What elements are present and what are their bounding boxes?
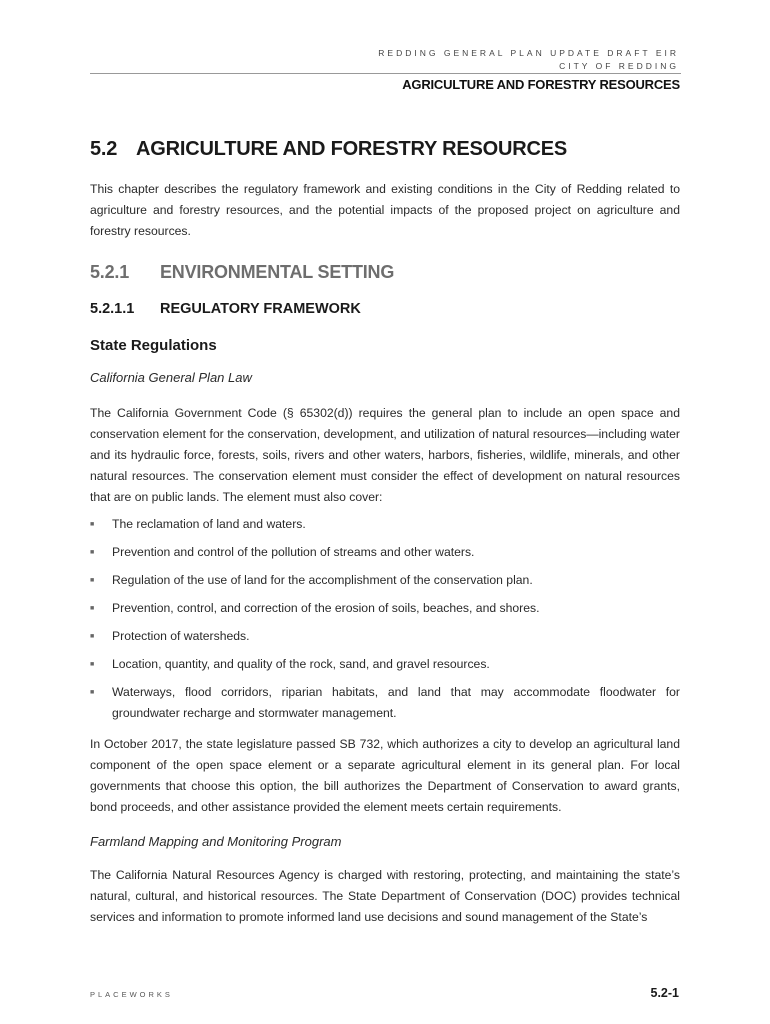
fmmp-heading: Farmland Mapping and Monitoring Program bbox=[90, 834, 342, 849]
list-item: ■ Prevention, control, and correction of the erosion of soils, beaches, and shores. bbox=[90, 598, 680, 619]
header-section-title: AGRICULTURE AND FORESTRY RESOURCES bbox=[402, 77, 680, 92]
sb732-paragraph: In October 2017, the state legislature passed SB 732, which authorizes a city to develop an agricultural land component of the open space element or a separate agricultural element in its general plan. For local governments that choose this option, the bill authorizes the Department of Conservation to award grants, bond proceeds, and other assistance provided the element meets certain requirements. bbox=[90, 737, 680, 814]
list-item: ■ Protection of watersheds. bbox=[90, 626, 680, 647]
list-item: ■ Location, quantity, and quality of the rock, sand, and gravel resources. bbox=[90, 654, 680, 675]
chapter-heading bbox=[90, 138, 680, 161]
state-regulations-heading: State Regulations bbox=[90, 337, 217, 354]
section-title: ENVIRONMENTAL SETTING bbox=[160, 262, 395, 282]
square-bullet-icon: ■ bbox=[90, 549, 95, 556]
header-rule bbox=[90, 73, 681, 74]
footer-firm: PLACEWORKS bbox=[90, 990, 173, 999]
list-item: ■ The reclamation of land and waters. bbox=[90, 514, 680, 535]
cgpl-paragraph: The California Government Code (§ 65302(d)) requires the general plan to include an open space and conservation element for the conservation, development, and utilization of natural resources—including water and its hydraulic force, forests, soils, rivers and other waters, harbors, fisheries, wildlife, minerals, and other natural resources. The conservation element must consider the effect of development on natural resources that are on public lands. The element must also cover: bbox=[90, 406, 680, 504]
page-body bbox=[90, 138, 680, 928]
square-bullet-icon: ■ bbox=[90, 661, 95, 668]
subsection-title: REGULATORY FRAMEWORK bbox=[160, 301, 361, 317]
square-bullet-icon: ■ bbox=[90, 689, 95, 696]
conservation-element-list bbox=[90, 514, 680, 724]
subsection-number: 5.2.1.1 bbox=[90, 301, 135, 317]
chapter-number: 5.2 bbox=[90, 138, 118, 160]
header-doc-title: REDDING GENERAL PLAN UPDATE DRAFT EIR bbox=[378, 48, 679, 58]
chapter-title: AGRICULTURE AND FORESTRY RESOURCES bbox=[136, 138, 568, 160]
section-heading bbox=[90, 262, 680, 283]
list-item: ■ Prevention and control of the pollution of streams and other waters. bbox=[90, 542, 680, 563]
square-bullet-icon: ■ bbox=[90, 605, 95, 612]
subsection-heading bbox=[90, 301, 680, 317]
chapter-intro: This chapter describes the regulatory framework and existing conditions in the City of Redding related to agriculture and forestry resources, and the potential impacts of the proposed project on agriculture and forestry resources. bbox=[90, 182, 680, 238]
square-bullet-icon: ■ bbox=[90, 577, 95, 584]
square-bullet-icon: ■ bbox=[90, 521, 95, 528]
header-org: CITY OF REDDING bbox=[559, 61, 679, 71]
square-bullet-icon: ■ bbox=[90, 633, 95, 640]
list-item: ■ Regulation of the use of land for the accomplishment of the conservation plan. bbox=[90, 570, 680, 591]
cgpl-heading: California General Plan Law bbox=[90, 370, 252, 385]
page-number: 5.2-1 bbox=[650, 986, 679, 1000]
running-header bbox=[378, 47, 679, 73]
section-number: 5.2.1 bbox=[90, 262, 130, 282]
list-item: ■ Waterways, flood corridors, riparian habitats, and land that may accommodate floodwater for groundwater recharge and stormwater management. bbox=[90, 682, 680, 724]
fmmp-paragraph: The California Natural Resources Agency is charged with restoring, protecting, and maintaining the state’s natural, cultural, and historical resources. The State Department of Conservation (DOC) provides technical services and information to promote informed land use decisions and sound management of the State’s bbox=[90, 868, 680, 924]
